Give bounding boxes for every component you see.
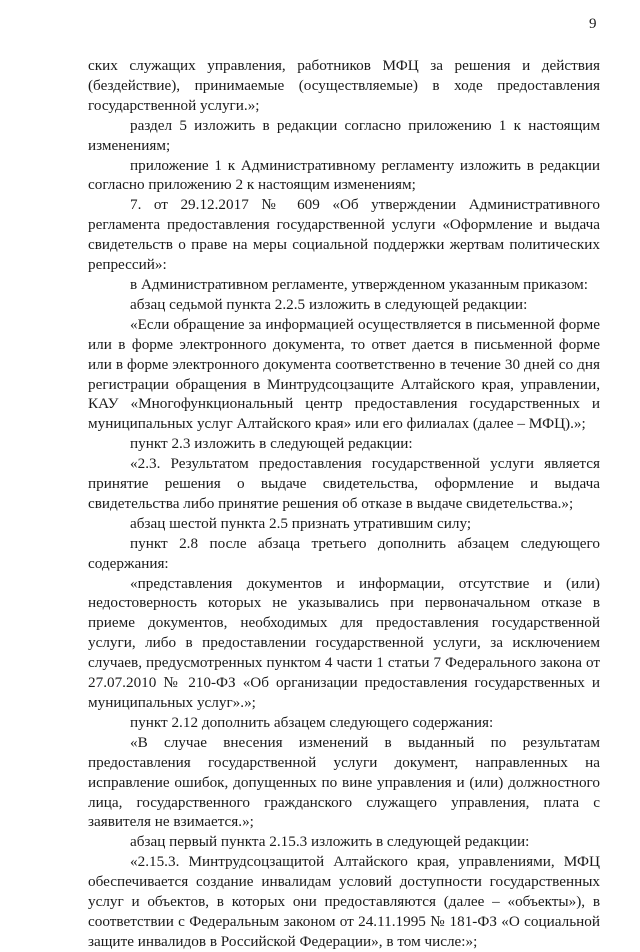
document-body (88, 56, 600, 952)
paragraph: пункт 2.8 после абзаца третьего дополнить абзацем следующего содержания: (88, 534, 600, 572)
paragraph: 7. от 29.12.2017 № 609 «Об утверждении Административного регламента предоставления государственной услуги «Оформление и выдача свидетельств о праве на меры социальной поддержки жертвам политических репрессий»: (88, 196, 600, 274)
paragraph: абзац шестой пункта 2.5 признать утратившим силу; (130, 514, 472, 532)
paragraph: «Если обращение за информацией осуществляется в письменной форме или в форме электронного документа, то ответ дается в письменной форме или в форме электронного документа соответственно в течение 30 дней со дня регистрации обращения в Минтрудсоцзащите Алтайского края, управлении, КАУ «Многофункциональный центр предоставления государственных и муниципальных услуг Алтайского края» или его филиалах (далее – МФЦ).»; (88, 315, 600, 433)
paragraph: «В случае внесения изменений в выданный по результатам предоставления государственной услуги документ, направленных на исправление ошибок, допущенных по вине управления и (или) должностного лица, государственного гражданского служащего управления, плата с заявителя не взимается.»; (88, 733, 600, 831)
paragraph: раздел 5 изложить в редакции согласно приложению 1 к настоящим изменениям; (88, 116, 600, 154)
paragraph: абзац седьмой пункта 2.2.5 изложить в следующей редакции: (130, 295, 528, 313)
paragraph: ских служащих управления, работников МФЦ за решения и действия (бездействие), принимаемые (осуществляемые) в ходе предоставления государственной услуги.»; (88, 57, 600, 114)
paragraph: приложение 1 к Административному регламенту изложить в редакции согласно приложению 2 к настоящим изменениям; (88, 156, 600, 194)
paragraph: в Административном регламенте, утвержденном указанным приказом: (130, 275, 588, 293)
paragraph: «2.3. Результатом предоставления государственной услуги является принятие решения о выдаче свидетельства, оформление и выдача свидетельства либо принятие решения об отказе в выдаче свидетельства.»; (88, 455, 600, 512)
paragraph: «2.15.3. Минтрудсоцзащитой Алтайского края, управлениями, МФЦ обеспечивается создание инвалидам условий доступности государственных услуг и объектов, в которых они предоставляются (далее – «объекты»), в соответствии с Федеральным законом от 24.11.1995 № 181-ФЗ «О социальной защите инвалидов в Российской Федерации», в том числе:»; (88, 853, 600, 950)
paragraph: абзац первый пункта 2.15.3 изложить в следующей редакции: (130, 833, 530, 851)
paragraph: «представления документов и информации, отсутствие и (или) недостоверность которых не указывались при первоначальном отказе в приеме документов, необходимых для предоставления государственной услуги, либо в предоставлении государственной услуги, за исключением случаев, предусмотренных пунктом 4 части 1 статьи 7 Федерального закона от 27.07.2010 № 210-ФЗ «Об организации предоставления государственных и муниципальных услуг».»; (88, 574, 600, 711)
paragraph: пункт 2.12 дополнить абзацем следующего содержания: (130, 713, 494, 731)
page-number: 9 (589, 16, 597, 32)
paragraph: пункт 2.3 изложить в следующей редакции: (130, 435, 413, 453)
